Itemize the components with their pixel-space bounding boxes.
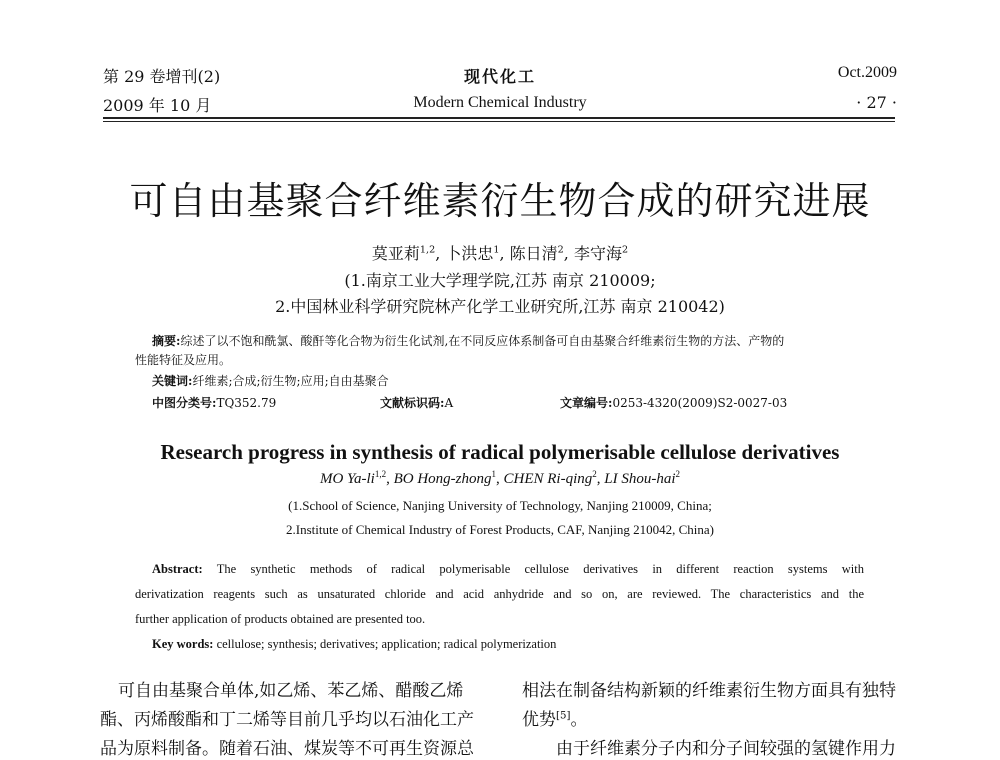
author-name-en: MO Ya-li xyxy=(319,471,375,487)
author-name: 李守海 xyxy=(573,244,622,263)
header-rule-thick xyxy=(103,117,895,119)
document-code xyxy=(380,394,453,411)
abstract-en-label: Abstract: xyxy=(152,562,203,576)
abstract-en-line1 xyxy=(152,562,864,577)
journal-name-cn: 现代化工 xyxy=(463,67,536,86)
affiliation-en-1: (1.School of Science, Nanjing University of Technology, Nanjing 210009, China; xyxy=(288,498,712,513)
keywords-en-text: cellulose; synthesis; derivatives; application; radical polymerization xyxy=(216,637,557,651)
clc-value: TQ352.79 xyxy=(216,396,277,410)
author-affil-mark: 1 xyxy=(493,244,500,256)
body-right-line3: 由于纤维素分子内和分子间较强的氢键作用力 xyxy=(556,739,896,759)
author-affil-mark: 2 xyxy=(592,469,597,479)
author-affil-mark: 1 xyxy=(491,469,497,479)
article-number xyxy=(560,394,787,411)
title-cn: 可自由基聚合纤维素衍生物合成的研究进展 xyxy=(129,179,871,223)
body-left-line2: 酯、丙烯酸酯和丁二烯等目前几乎均以石油化工产 xyxy=(100,710,474,730)
issue-date-en: Oct.2009 xyxy=(837,64,897,81)
keywords-cn-label: 关键词: xyxy=(152,374,193,388)
body-right-line2 xyxy=(522,705,587,730)
clc-label: 中图分类号: xyxy=(152,396,217,410)
abstract-cn-line1 xyxy=(152,332,784,349)
keywords-en xyxy=(152,637,556,652)
body-text: 优势 xyxy=(522,710,556,730)
page-number: · 27 · xyxy=(856,93,897,112)
affiliation-en-2: 2.Institute of Chemical Industry of Forest Products, CAF, Nanjing 210042, China) xyxy=(286,522,714,537)
author-name-en: LI Shou-hai xyxy=(604,471,676,487)
body-right-line1: 相法在制备结构新颖的纤维素衍生物方面具有独特 xyxy=(522,681,896,701)
journal-name-en: Modern Chemical Industry xyxy=(413,94,587,111)
body-left-line3: 品为原料制备。随着石油、煤炭等不可再生资源总 xyxy=(100,739,474,759)
issue-date: 2009 年 10 月 xyxy=(103,96,212,115)
keywords-cn xyxy=(152,372,389,389)
article-number-label: 文章编号: xyxy=(560,396,613,410)
author-name-en: BO Hong-zhong xyxy=(393,471,492,487)
title-en: Research progress in synthesis of radical polymerisable cellulose derivatives xyxy=(160,440,840,464)
abstract-en-line2: derivatization reagents such as unsaturated chloride and acid anhydride and so on, are reviewed. The characteristics and the xyxy=(135,587,864,601)
author-name: 卜洪忠 xyxy=(445,244,494,263)
header-rule-thin xyxy=(103,121,895,122)
doc-code-value: A xyxy=(444,396,454,410)
authors-en: MO Ya-li$^{1,2}$, BO Hong-zhong$^1$, CHEN Ri-qing$^2$, LI Shou-hai$^2$ xyxy=(319,469,681,487)
abstract-cn-label: 摘要: xyxy=(152,334,181,348)
citation-ref: [5] xyxy=(556,710,571,722)
author-affil-mark: 2 xyxy=(675,469,681,479)
affiliation-cn-1: (1.南京工业大学理学院,江苏 南京 210009; xyxy=(344,271,656,290)
author-name: 陈日清 xyxy=(509,244,558,263)
affiliation-cn-2: 2.中国林业科学研究院林产化学工业研究所,江苏 南京 210042) xyxy=(275,297,725,316)
body-left-line1: 可自由基聚合单体,如乙烯、苯乙烯、醋酸乙烯 xyxy=(118,681,464,701)
clc-number xyxy=(152,394,276,411)
abstract-en-text: The synthetic methods of radical polymerisable cellulose derivatives in different reaction systems with xyxy=(216,562,864,576)
author-affil-mark: 1,2 xyxy=(419,244,436,256)
doc-code-label: 文献标识码: xyxy=(380,396,445,410)
article-number-value: 0253-4320(2009)S2-0027-03 xyxy=(612,396,788,410)
volume-info: 第 29 卷增刊(2) xyxy=(103,67,221,86)
abstract-en-line3: further application of products obtained are presented too. xyxy=(135,612,426,626)
author-affil-mark: 2 xyxy=(621,244,629,256)
author-name-en: CHEN Ri-qing xyxy=(503,471,593,487)
keywords-cn-text: 纤维素;合成;衍生物;应用;自由基聚合 xyxy=(192,374,389,388)
abstract-cn-text: 综述了以不饱和酰氯、酸酐等化合物为衍生化试剂,在不同反应体系制备可自由基聚合纤维素衍生物的方法、产物的 xyxy=(180,334,785,348)
author-name: 莫亚莉 xyxy=(371,244,420,263)
author-affil-mark: 1,2 xyxy=(374,469,387,479)
abstract-cn-line2: 性能特征及应用。 xyxy=(135,353,232,367)
body-text: 。 xyxy=(570,710,588,730)
author-affil-mark: 2 xyxy=(557,244,564,256)
authors-cn: 莫亚莉$^{1,2}$, 卜洪忠$^1$, 陈日清$^2$, 李守海$^2$ xyxy=(371,244,629,263)
keywords-en-label: Key words: xyxy=(152,637,214,651)
